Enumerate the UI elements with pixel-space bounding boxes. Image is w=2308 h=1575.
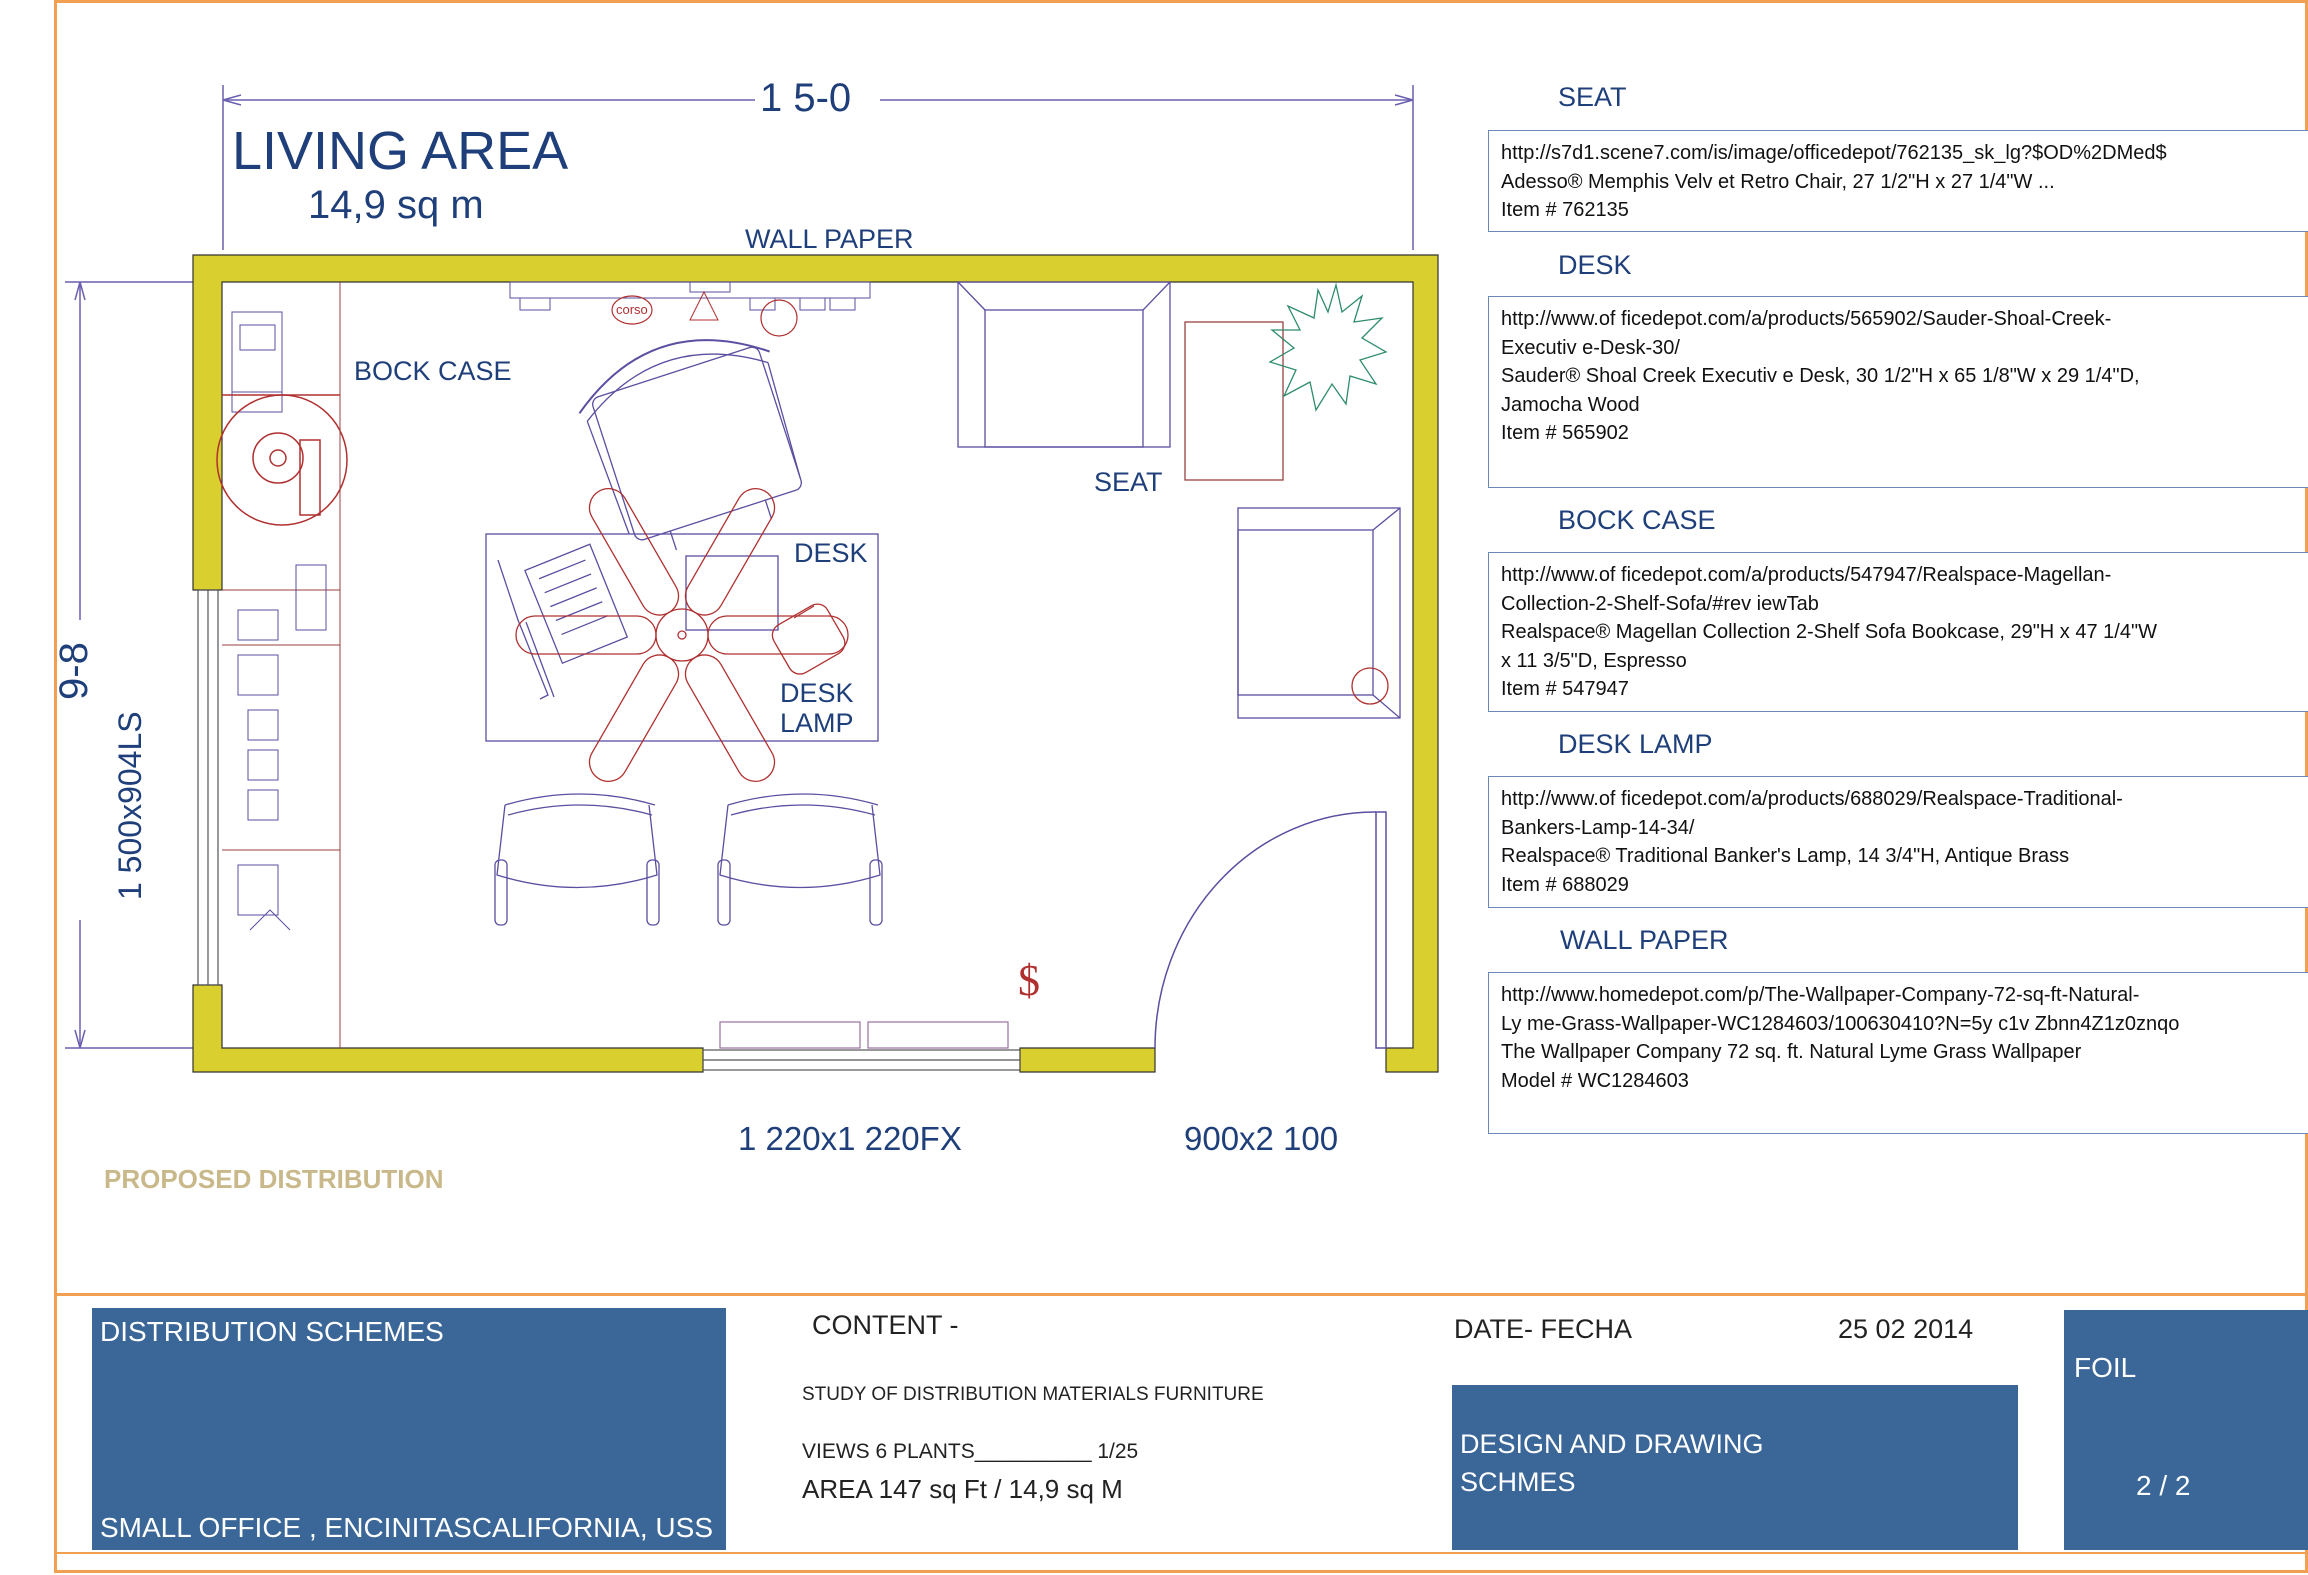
ref-line: Jamocha Wood	[1501, 393, 1640, 416]
design-drawing-block	[1452, 1385, 2018, 1550]
ref-line: Item # 762135	[1501, 199, 1629, 221]
seat-sofa	[958, 282, 1170, 447]
seat-label: SEAT	[1094, 467, 1163, 497]
ref-line: Collection-2-Shelf-Sofa/#rev iewTab	[1501, 592, 1819, 615]
ref-line: Realspace® Traditional Banker's Lamp, 14 3/4"H, Antique Brass	[1501, 845, 2070, 867]
title-block-bottom-line	[54, 1552, 2308, 1554]
ref-box-seat	[1488, 130, 2308, 232]
ref-box-desk-lamp	[1488, 776, 2308, 908]
desk-label: DESK	[794, 538, 868, 568]
ref-line: Model # WC1284603	[1501, 1069, 1689, 1092]
side-size-label: 1 500x904LS	[112, 711, 148, 900]
ref-line: http://www.of ficedepot.com/a/products/547947/Realspace-Magellan-	[1501, 564, 2112, 586]
desk-lamp-label-1: DESK	[780, 678, 854, 708]
ref-line: Sauder® Shoal Creek Executiv e Desk, 30 1/2"H x 65 1/8"W x 29 1/4"D,	[1501, 365, 2140, 387]
window-size-label: 1 220x1 220FX	[738, 1120, 962, 1157]
ref-box-bookcase	[1488, 552, 2308, 712]
bookcase-unit	[222, 282, 340, 1048]
ref-line: Ly me-Grass-Wallpaper-WC1284603/100630410?N=5y c1v Zbnn4Z1z0znqo	[1501, 1012, 2180, 1035]
height-dimension-label: 9-8	[52, 642, 96, 700]
foil-value: 2 / 2	[2136, 1470, 2191, 1501]
ref-title-desk: DESK	[1558, 250, 1632, 280]
office-chair	[568, 316, 819, 566]
ref-title-wall-paper: WALL PAPER	[1560, 925, 1729, 955]
ref-line: The Wallpaper Company 72 sq. ft. Natural Lyme Grass Wallpaper	[1501, 1041, 2082, 1063]
page-title: LIVING AREA	[232, 121, 569, 181]
area-label: 14,9 sq m	[308, 183, 484, 227]
location-text: SMALL OFFICE , ENCINITASCALIFORNIA, USS	[100, 1512, 713, 1543]
foil-label: FOIL	[2074, 1352, 2137, 1383]
distribution-schemes-block	[92, 1308, 726, 1550]
side-table	[1185, 322, 1283, 480]
ref-line: Item # 547947	[1501, 678, 1629, 700]
ref-line: x 11 3/5"D, Espresso	[1501, 649, 1687, 672]
ref-line: http://www.of ficedepot.com/a/products/688029/Realspace-Traditional-	[1501, 788, 2123, 810]
ref-line: Adesso® Memphis Velv et Retro Chair, 27 1/2"H x 27 1/4"W ...	[1501, 170, 2055, 193]
ref-line: Bankers-Lamp-14-34/	[1501, 816, 1695, 839]
ref-title-seat: SEAT	[1558, 82, 1627, 112]
dollar-symbol: $	[1018, 956, 1040, 1005]
ref-line: Executiv e-Desk-30/	[1501, 336, 1680, 359]
content-label: CONTENT -	[812, 1310, 959, 1340]
area-text: AREA 147 sq Ft / 14,9 sq M	[802, 1474, 1123, 1504]
foil-block	[2064, 1310, 2308, 1550]
bottom-window	[703, 1022, 1020, 1070]
design-line-1: DESIGN AND DRAWING	[1460, 1429, 1764, 1459]
office-equipment	[232, 312, 326, 930]
door	[1155, 812, 1386, 1048]
ref-box-wall-paper	[1488, 972, 2308, 1134]
bookcase-label: BOCK CASE	[354, 356, 512, 386]
top-wall-items	[510, 282, 870, 320]
title-block-divider	[54, 1293, 2308, 1296]
door-size-label: 900x2 100	[1184, 1120, 1339, 1157]
ref-line: Item # 688029	[1501, 873, 1629, 896]
ref-title-bookcase: BOCK CASE	[1558, 505, 1716, 535]
desk-lamp-label-2: LAMP	[780, 708, 854, 738]
ref-title-desk-lamp: DESK LAMP	[1558, 729, 1713, 759]
date-label: DATE- FECHA	[1454, 1314, 1633, 1344]
desk-lamp	[768, 600, 849, 679]
guest-chair-right	[718, 794, 882, 925]
scheme-title: DISTRIBUTION SCHEMES	[100, 1316, 444, 1347]
ref-box-desk	[1488, 296, 2308, 488]
floor-plan	[0, 0, 1480, 1180]
design-line-2: SCHMES	[1460, 1467, 1576, 1497]
ref-line: Realspace® Magellan Collection 2-Shelf Sofa Bookcase, 29"H x 47 1/4"W	[1501, 621, 2157, 643]
study-text: STUDY OF DISTRIBUTION MATERIALS FURNITURE	[802, 1384, 1264, 1405]
corso-label: corso	[616, 302, 648, 317]
proposed-distribution-label: PROPOSED DISTRIBUTION	[104, 1164, 444, 1194]
right-armchair	[1238, 508, 1400, 718]
ref-line: http://s7d1.scene7.com/is/image/officedepot/762135_sk_lg?$OD%2DMed$	[1501, 142, 2167, 164]
round-table	[217, 395, 347, 525]
plant	[1270, 285, 1386, 410]
left-window	[198, 590, 218, 985]
date-value: 25 02 2014	[1838, 1314, 1974, 1344]
views-text: VIEWS 6 PLANTS__________ 1/25	[802, 1440, 1139, 1463]
guest-chair-left	[495, 794, 659, 925]
width-dimension-label: 1 5-0	[760, 76, 852, 120]
ref-line: http://www.homedepot.com/p/The-Wallpaper-Company-72-sq-ft-Natural-	[1501, 984, 2140, 1006]
wall-paper-label: WALL PAPER	[745, 224, 914, 254]
ref-line: http://www.of ficedepot.com/a/products/565902/Sauder-Shoal-Creek-	[1501, 308, 2112, 330]
ref-line: Item # 565902	[1501, 422, 1629, 444]
